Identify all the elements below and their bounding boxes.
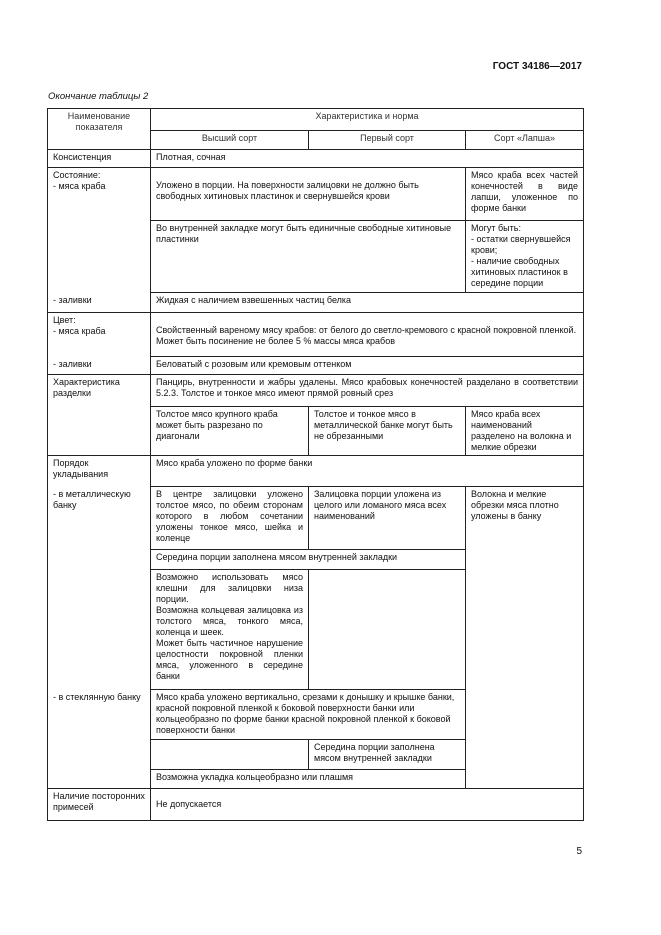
header-characteristic: Характеристика и норма [151,109,584,131]
row-cutting-top: Толстое мясо крупного краба может быть разрезано по диагонали [151,407,309,456]
row-state-crab-label: - мяса краба [53,181,106,191]
row-packing-glass-main: Мясо краба уложено вертикально, срезами к донышку и крышке банки, красной покровной пленкой к боковой поверхности банки или кольцеобразно по форме банки красной покровной пленкой к боковой поверхности банки [151,690,466,740]
row-cutting-first: Толстое и тонкое мясо в металлической банке могут быть не обрезанными [309,407,466,456]
row-packing-glass-lapsha [466,690,584,789]
row-impurities-value: Не допускается [151,789,584,821]
quality-table [47,108,584,821]
row-consistency-value: Плотная, сочная [151,150,584,168]
row-packing-metal-extra-first [309,570,466,690]
row-packing-metal-first: Залицовка порции уложена из целого или ломаного мяса всех наименований [309,487,466,550]
document-code: ГОСТ 34186—2017 [492,61,582,72]
row-packing-label: Порядок укладывания [48,456,151,487]
row-packing-glass-top [151,740,309,770]
row-packing-metal-top: В центре залицовки уложено толстое мясо, по обеим сторонам которого в любом сочетании уложены тонкое мясо, шейка и коленце [151,487,309,550]
row-color-label: Цвет: - мяса краба [48,313,151,357]
row-color-crab-label: - мяса краба [53,326,106,336]
table-caption: Окончание таблицы 2 [48,91,149,102]
row-packing-metal-middle: Середина порции заполнена мясом внутренней закладки [151,550,466,570]
row-state-insert-lapsha: Могут быть: - остатки свернувшейся крови; - наличие свободных хитиновых пластинок в середине порции [466,221,584,293]
row-packing-metal-lapsha: Волокна и мелкие обрезки мяса плотно уложены в банку [466,487,584,690]
row-impurities-label: Наличие посторонних примесей [48,789,151,821]
header-grade-top: Высший сорт [151,131,309,150]
row-color-fill-label: - заливки [48,357,151,375]
row-packing-glass-ring: Возможна укладка кольцеобразно или плашмя [151,770,466,789]
row-state-fill-value: Жидкая с наличием взвешенных частиц белка [151,293,584,313]
header-grade-lapsha: Сорт «Лапша» [466,131,584,150]
row-packing-metal-label: - в металлическую банку [48,487,151,690]
row-consistency-label: Консистенция [48,150,151,168]
row-state-crab-lapsha: Мясо краба всех частей конечностей в виде лапши, уложенное по форме банки [466,168,584,221]
row-packing-glass-first: Середина порции заполнена мясом внутренней закладки [309,740,466,770]
row-state-crab-main: Уложено в порции. На поверхности залицовки не должно быть свободных хитиновых пластинок и свернувшейся крови [151,168,466,221]
row-cutting-label: Характеристика разделки [48,375,151,456]
row-packing-glass-label: - в стеклянную банку [48,690,151,789]
row-state-fill-label: - заливки [48,293,151,313]
row-state-label: Состояние: - мяса краба [48,168,151,293]
row-color-fill-value: Беловатый с розовым или кремовым оттенком [151,357,584,375]
page-number: 5 [576,846,582,857]
row-cutting-common: Панцирь, внутренности и жабры удалены. Мясо крабовых конечностей разделано в соответствии 5.2.3. Толстое и тонкое мясо имеют прямой ровный срез [151,375,584,407]
row-color-crab-value: Свойственный вареному мясу крабов: от белого до светло-кремового с красной покровной пленкой. Может быть посинение не более 5 % массы мяса крабов [151,313,584,357]
row-cutting-lapsha: Мясо краба всех наименований разделено на волокна и мелкие обрезки [466,407,584,456]
header-grade-first: Первый сорт [309,131,466,150]
row-packing-common: Мясо краба уложено по форме банки [151,456,584,487]
row-packing-metal-extra: Возможно использовать мясо клешни для залицовки низа порции. Возможна кольцевая залицовка из толстого мяса, тонкого мяса, коленца и шеек. Может быть частичное нарушение целостности покровной пленки мяса, уложенного в середине банки [151,570,309,690]
row-state-insert-main: Во внутренней закладке могут быть единичные свободные хитиновые пластинки [151,221,466,293]
header-indicator: Наименование показателя [48,109,151,150]
